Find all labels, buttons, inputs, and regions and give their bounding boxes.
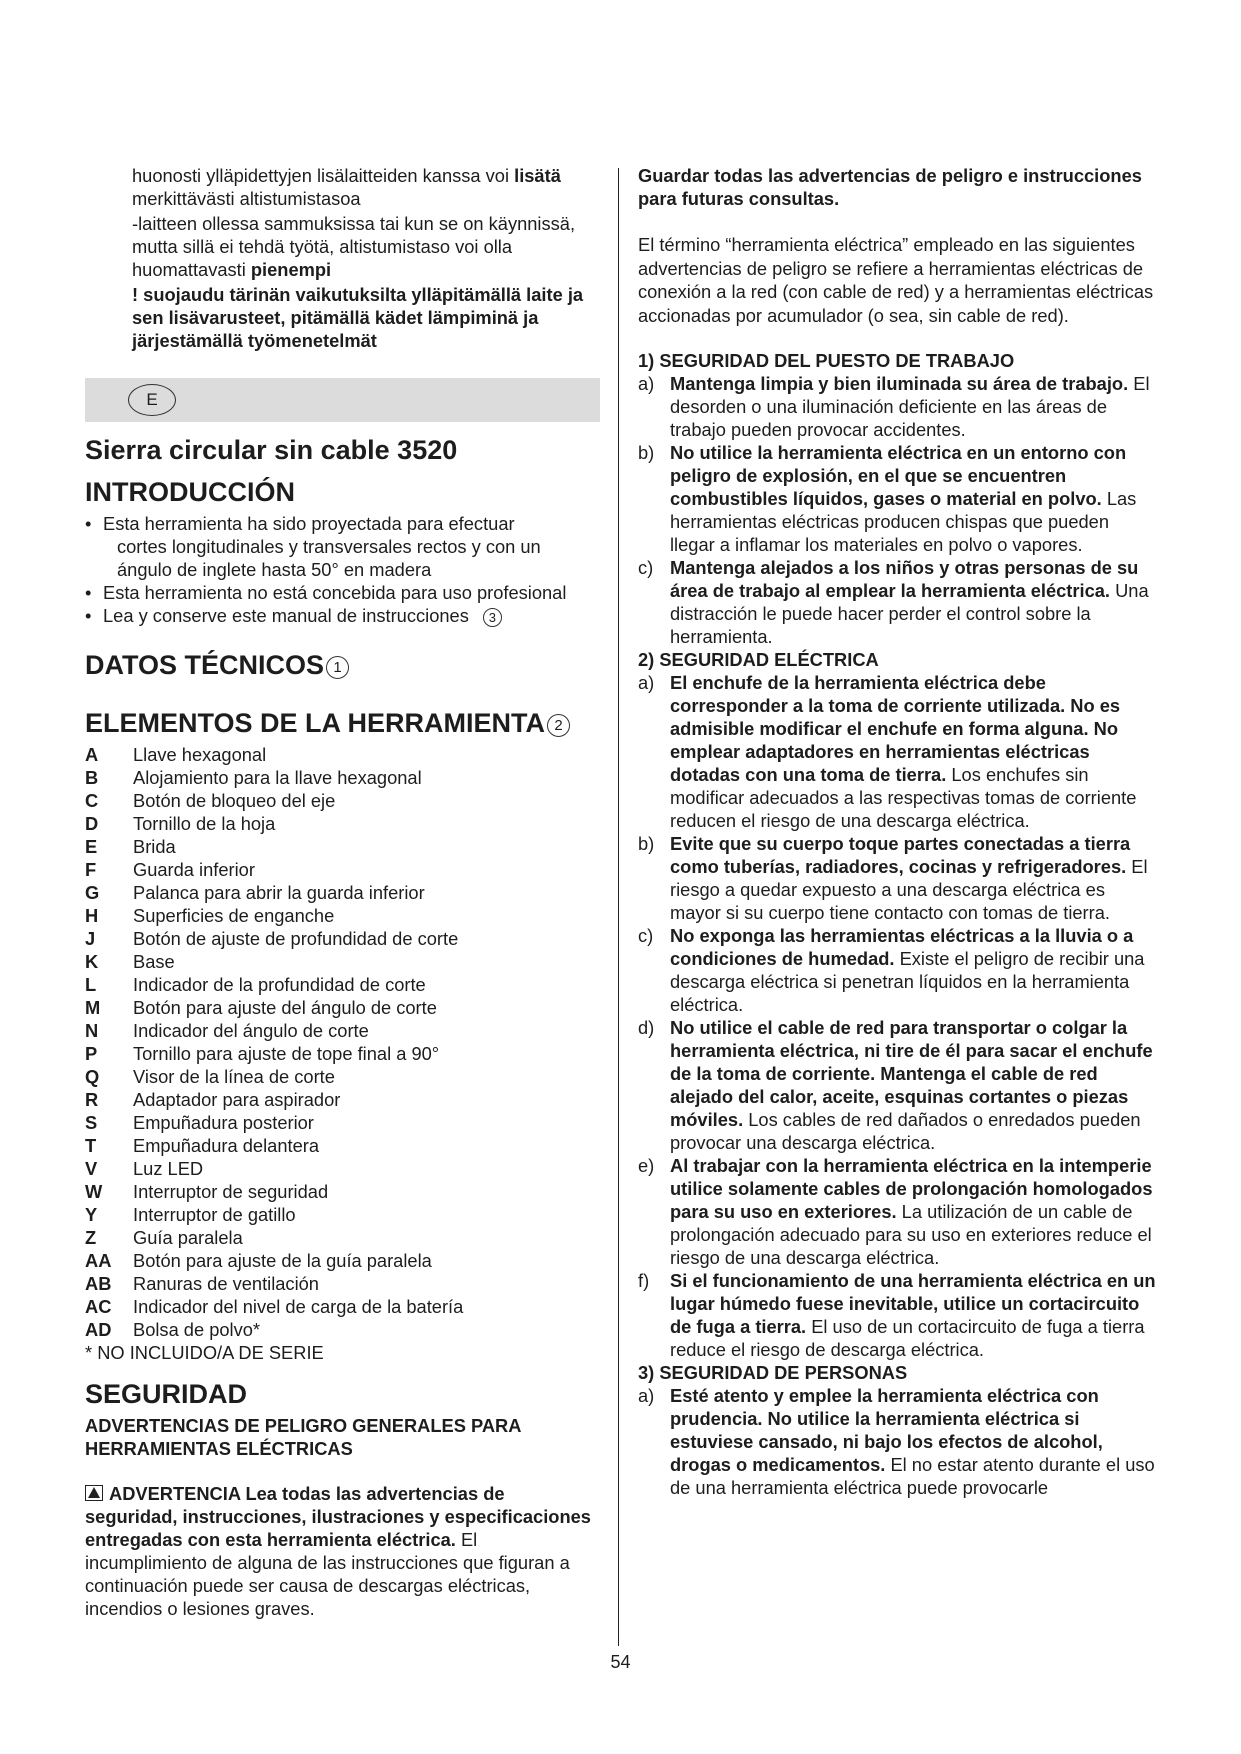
item-bold-text: El enchufe de la herramienta eléctrica debe corresponder a la toma de corriente utilizada. No es admisible modificar el enchufe en forma alguna. No emplear adaptadores en herramientas eléctricas dotadas con una toma de tierra. [670,672,1121,785]
parts-footnote: * NO INCLUIDO/A DE SERIE [85,1342,324,1363]
part-label: Interruptor de seguridad [133,1181,329,1202]
elementos-heading: ELEMENTOS DE LA HERRAMIENTA 2 [85,707,600,739]
finnish-paragraph-2: -laitteen ollessa sammuksissa tai kun se on käynnissä, mutta sillä ei tehdä työtä, altistumistaso voi olla huomattavasti pienempi [132,213,576,280]
item-text: El uso de un cortacircuito de fuga a tierra reduce el riesgo de descarga eléctrica. [670,1316,1145,1360]
part-row [85,1249,463,1272]
parts-list [85,743,463,1341]
part-label: Palanca para abrir la guarda inferior [133,882,425,903]
part-key: AB [85,1273,112,1294]
part-key: AD [85,1319,112,1340]
part-key: Y [85,1204,98,1225]
part-row [85,1134,463,1157]
part-label: Bolsa de polvo* [133,1319,261,1340]
part-row [85,766,463,789]
part-row [85,973,463,996]
safety-item [638,924,1158,1016]
part-key: H [85,905,99,926]
safety-item [638,1154,1158,1269]
item-bold-text: No utilice el cable de red para transportar o colgar la herramienta eléctrica, ni tire de él para sacar el enchufe de la toma de corriente. Mantenga el cable de red alejado del calor, aceite, esquinas cortantes o piezas móviles. [670,1017,1153,1130]
item-bold-text: Mantenga alejados a los niños y otras personas de su área de trabajo al emplear la herramienta eléctrica. [670,557,1139,601]
item-bold-text: Evite que su cuerpo toque partes conectadas a tierra como tuberías, radiadores, cocinas y refrigeradores. [670,833,1131,877]
part-key: C [85,790,99,811]
safety-item [638,1384,1158,1499]
section-title: 2) SEGURIDAD ELÉCTRICA [638,649,879,670]
datos-heading: DATOS TÉCNICOS 1 [85,649,600,681]
part-label: Botón para ajuste de la guía paralela [133,1250,432,1271]
keep-warnings-note: Guardar todas las advertencias de peligro e instrucciones para futuras consultas. [638,165,1142,209]
part-label: Base [133,951,175,972]
part-key: AC [85,1296,112,1317]
part-row [85,1180,463,1203]
part-row [85,1042,463,1065]
safety-item [638,1269,1158,1361]
part-key: V [85,1158,98,1179]
section-title: 3) SEGURIDAD DE PERSONAS [638,1362,908,1383]
part-label: Botón de bloqueo del eje [133,790,336,811]
item-bold-text: Mantenga limpia y bien iluminada su área de trabajo. [670,373,1129,394]
column-divider [618,168,619,1646]
part-label: Guarda inferior [133,859,255,880]
right-column [638,164,1158,1499]
part-row [85,1111,463,1134]
part-row [85,789,463,812]
part-key: W [85,1181,103,1202]
part-label: Adaptador para aspirador [133,1089,341,1110]
language-badge: E [128,384,176,416]
part-label: Tornillo para ajuste de tope final a 90° [133,1043,440,1064]
safety-item [638,832,1158,924]
part-row [85,1203,463,1226]
intro-heading: INTRODUCCIÓN [85,477,295,507]
figure-ref-number: 2 [547,714,570,737]
seguridad-heading: SEGURIDAD [85,1379,248,1409]
part-row [85,835,463,858]
part-label: Luz LED [133,1158,204,1179]
part-label: Guía paralela [133,1227,243,1248]
part-label: Empuñadura delantera [133,1135,319,1156]
seguridad-subheading: ADVERTENCIAS DE PELIGRO GENERALES PARA HERRAMIENTAS ELÉCTRICAS [85,1415,521,1459]
page-number: 54 [610,1652,631,1672]
part-label: Indicador del ángulo de corte [133,1020,369,1041]
language-bar [85,378,600,422]
part-key: M [85,997,101,1018]
item-text: Existe el peligro de recibir una descarga eléctrica si penetran líquidos en la herramienta eléctrica. [670,948,1145,1015]
part-label: Llave hexagonal [133,744,267,765]
part-label: Tornillo de la hoja [133,813,276,834]
item-bold-text: No exponga las herramientas eléctricas a la lluvia o a condiciones de humedad. [670,925,1134,969]
part-row [85,950,463,973]
part-row [85,1088,463,1111]
item-letter: e) [638,1155,655,1176]
item-letter: b) [638,833,655,854]
part-key: D [85,813,99,834]
part-row [85,1318,463,1341]
part-label: Ranuras de ventilación [133,1273,319,1294]
item-letter: b) [638,442,655,463]
item-text: Los enchufes sin modificar adecuados a las respectivas tomas de corriente reducen el riesgo de una descarga eléctrica. [670,764,1137,831]
part-row [85,1226,463,1249]
figure-ref-number: 1 [326,656,349,679]
item-letter: a) [638,373,655,394]
item-letter: a) [638,1385,655,1406]
item-bold-text: Si el funcionamiento de una herramienta eléctrica en un lugar húmedo fuese inevitable, utilice un cortacircuito de fuga a tierra. [670,1270,1156,1337]
list-item: • Esta herramienta no está concebida para uso profesional [85,581,600,604]
part-key: Q [85,1066,100,1087]
item-text: El no estar atento durante el uso de una herramienta eléctrica puede provocarle [670,1454,1155,1498]
manual-ref-number: 3 [483,608,502,627]
item-text: Las herramientas eléctricas producen chispas que pueden llegar a inflamar los materiales en polvo o vapores. [670,488,1137,555]
part-key: N [85,1020,99,1041]
part-row [85,812,463,835]
part-key: K [85,951,99,972]
safety-item [638,671,1158,832]
part-row [85,1157,463,1180]
part-row [85,1272,463,1295]
part-label: Visor de la línea de corte [133,1066,335,1087]
part-row [85,743,463,766]
item-text: Una distracción le puede hacer perder el control sobre la herramienta. [670,580,1149,647]
part-label: Botón de ajuste de profundidad de corte [133,928,459,949]
part-key: T [85,1135,97,1156]
part-key: Z [85,1227,97,1248]
part-label: Botón para ajuste del ángulo de corte [133,997,437,1018]
part-key: E [85,836,98,857]
item-letter: d) [638,1017,655,1038]
part-key: P [85,1043,98,1064]
list-item: • Lea y conserve este manual de instrucciones 3 [85,604,600,627]
list-item: • Esta herramienta ha sido proyectada para efectuar cortes longitudinales y transversales rectos y con un ángulo de inglete hasta 50° en madera [85,512,600,581]
safety-item [638,441,1158,556]
item-letter: c) [638,925,654,946]
warning-paragraph: ADVERTENCIA Lea todas las advertencias de seguridad, instrucciones, ilustraciones y especificaciones entregadas con esta herramienta eléctrica. El incumplimiento de alguna de las instrucciones que figuran a continuación puede ser causa de descargas eléctricas, incendios o lesiones graves. [85,1483,591,1619]
part-label: Brida [133,836,176,857]
finnish-paragraph-3: ! suojaudu tärinän vaikutuksilta ylläpitämällä laite ja sen lisävarusteet, pitämällä kädet lämpiminä ja järjestämällä työmenetelmät [132,284,584,351]
part-row [85,881,463,904]
part-key: S [85,1112,98,1133]
part-label: Empuñadura posterior [133,1112,314,1133]
part-row [85,927,463,950]
term-definition: El término “herramienta eléctrica” empleado en las siguientes advertencias de peligro se refiere a herramientas eléctricas de conexión a la red (con cable de red) y a herramientas eléctricas accionadas por acumulador (o sea, sin cable de red). [638,234,1154,326]
part-key: A [85,744,99,765]
item-bold-text: Esté atento y emplee la herramienta eléctrica con prudencia. No utilice la herramienta eléctrica si estuviese cansado, ni bajo los efectos de alcohol, drogas o medicamentos. [670,1385,1103,1475]
part-key: G [85,882,100,903]
left-column [85,164,600,1620]
part-label: Indicador de la profundidad de corte [133,974,426,995]
part-row [85,904,463,927]
item-letter: c) [638,557,654,578]
part-row [85,1065,463,1088]
part-key: L [85,974,97,995]
safety-sections [638,349,1158,1499]
part-key: AA [85,1250,112,1271]
item-bold-text: Al trabajar con la herramienta eléctrica en la intemperie utilice solamente cables de prolongación homologados para su uso en exteriores. [670,1155,1153,1222]
item-text: Los cables de red dañados o enredados pueden provocar una descarga eléctrica. [670,1109,1141,1153]
model-title: Sierra circular sin cable 3520 [85,435,458,465]
part-key: J [85,928,96,949]
item-text: La utilización de un cable de prolongación adecuado para su uso en exteriores reduce el riesgo de una descarga eléctrica. [670,1201,1152,1268]
item-text: El desorden o una iluminación deficiente en las áreas de trabajo pueden provocar accidentes. [670,373,1150,440]
warning-icon [85,1485,103,1501]
item-letter: f) [638,1270,650,1291]
part-row [85,1019,463,1042]
part-label: Alojamiento para la llave hexagonal [133,767,422,788]
section-title: 1) SEGURIDAD DEL PUESTO DE TRABAJO [638,350,1015,371]
part-row [85,996,463,1019]
finnish-fragment [85,164,600,352]
part-row [85,858,463,881]
item-text: El riesgo a quedar expuesto a una descarga eléctrica es mayor si su cuerpo tiene contacto con tomas de tierra. [670,856,1148,923]
part-label: Indicador del nivel de carga de la batería [133,1296,464,1317]
part-key: R [85,1089,99,1110]
item-bold-text: No utilice la herramienta eléctrica en un entorno con peligro de explosión, en el que se encuentren combustibles líquidos, gases o material en polvo. [670,442,1127,509]
item-letter: a) [638,672,655,693]
safety-item [638,556,1158,648]
intro-bullets [85,512,600,627]
part-label: Superficies de enganche [133,905,335,926]
finnish-paragraph-1: huonosti ylläpidettyjen lisälaitteiden kanssa voi lisätä merkittävästi altistumistasoa [132,165,561,209]
part-label: Interruptor de gatillo [133,1204,296,1225]
safety-item [638,372,1158,441]
safety-item [638,1016,1158,1154]
part-key: B [85,767,99,788]
part-key: F [85,859,97,880]
part-row [85,1295,463,1318]
